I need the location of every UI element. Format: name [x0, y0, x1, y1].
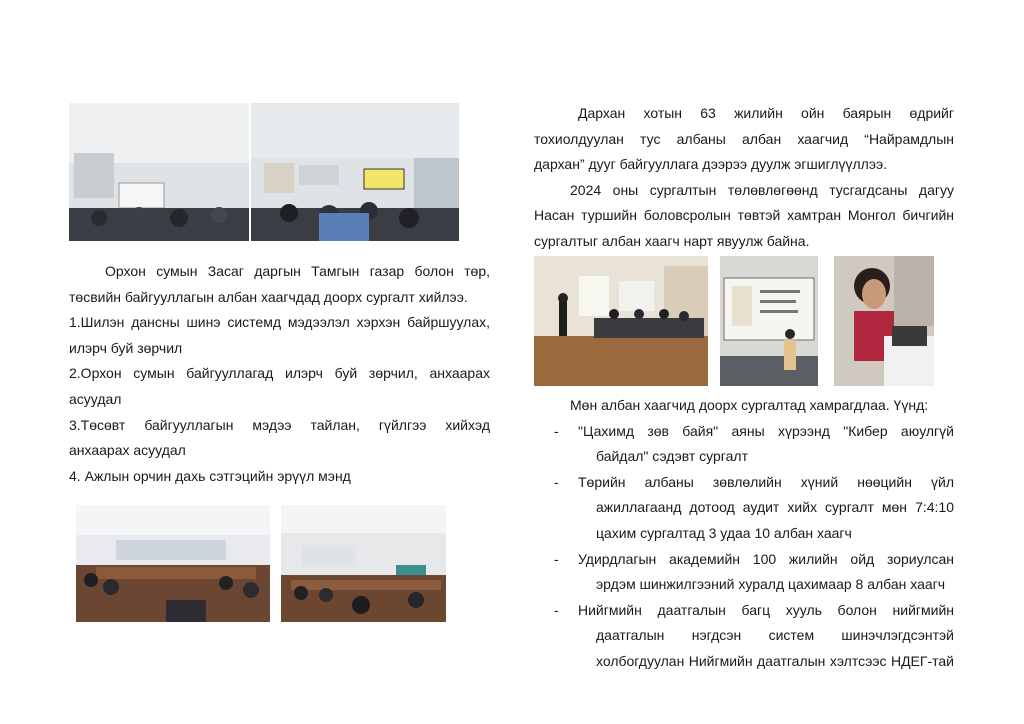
right-bullet-4: - Нийгмийн даатгалын багц хууль болон нийгмийн даатгалын нэгдсэн систем шинэчлэгдсэнтэй холбогдуулан Нийгмийн даатгалын хэлтсээс НДЕГ-тай [554, 601, 954, 669]
photo-classroom-presentation [69, 103, 459, 241]
right-paragraph-2: 2024 оны сургалтын төлөвлөгөөнд тусгагдсаны дагуу Насан туршийн боловсролын төвтэй хамтран Монгол бичгийн сургалтыг албан хаагч нарт явуулж байна. [534, 181, 954, 249]
right-bullet-1: - "Цахимд зөв байя" аяны хүрээнд "Кибер аюулгүй байдал" сэдэвт сургалт [554, 422, 954, 465]
photo-woman-at-desk [834, 256, 934, 386]
photo-conference-hall-2 [281, 505, 446, 622]
right-bullet-2: - Төрийн албаны зөвлөлийн хүний нөөцийн үйл ажиллагаанд дотоод аудит хийх сургалт мөн 7:4:10 цахим сургалтад 3 удаа 10 албан хаагч [554, 473, 954, 541]
left-item-3: 3.Төсөвт байгууллагын мэдээ тайлан, гүйлгээ хийхэд анхаарах асуудал [69, 416, 490, 459]
left-intro-paragraph: Орхон сумын Засаг даргын Тамгын газар болон төр, төсвийн байгууллагын албан хаагчдад доорх сургалт хийлээ. [69, 263, 490, 305]
right-bullet-3: - Удирдлагын академийн 100 жилийн ойд зориулсан эрдэм шинжилгээний хуралд цахимаар 8 албан хаагч [554, 550, 954, 593]
right-paragraph-3: Мөн албан хаагчид доорх сургалтад хамрагдлаа. Үүнд: [570, 397, 929, 413]
left-item-2: 2.Орхон сумын байгууллагад илэрч буй зөрчил, анхаарах асуудал [69, 365, 490, 407]
left-item-1: 1.Шилэн дансны шинэ системд мэдээлэл хэрхэн байршуулах, илэрч буй зөрчил [69, 314, 490, 356]
right-paragraph-1: Дархан хотын 63 жилийн ойн баярын өдрийг тохиолдуулан тус албаны албан хаагчид “Найрамдлын дархан” дууг байгууллага дээрээ дуулж эгшиглүүллээ. [534, 105, 954, 173]
left-training-list [69, 259, 490, 489]
right-top-paragraphs [534, 101, 954, 255]
photo-presenter-screen [720, 256, 818, 386]
right-bottom-section [534, 393, 954, 675]
photo-meeting-room [534, 256, 708, 386]
photo-conference-hall-1 [76, 505, 270, 622]
left-item-4: 4. Ажлын орчин дахь сэтгэцийн эрүүл мэнд [69, 467, 351, 484]
